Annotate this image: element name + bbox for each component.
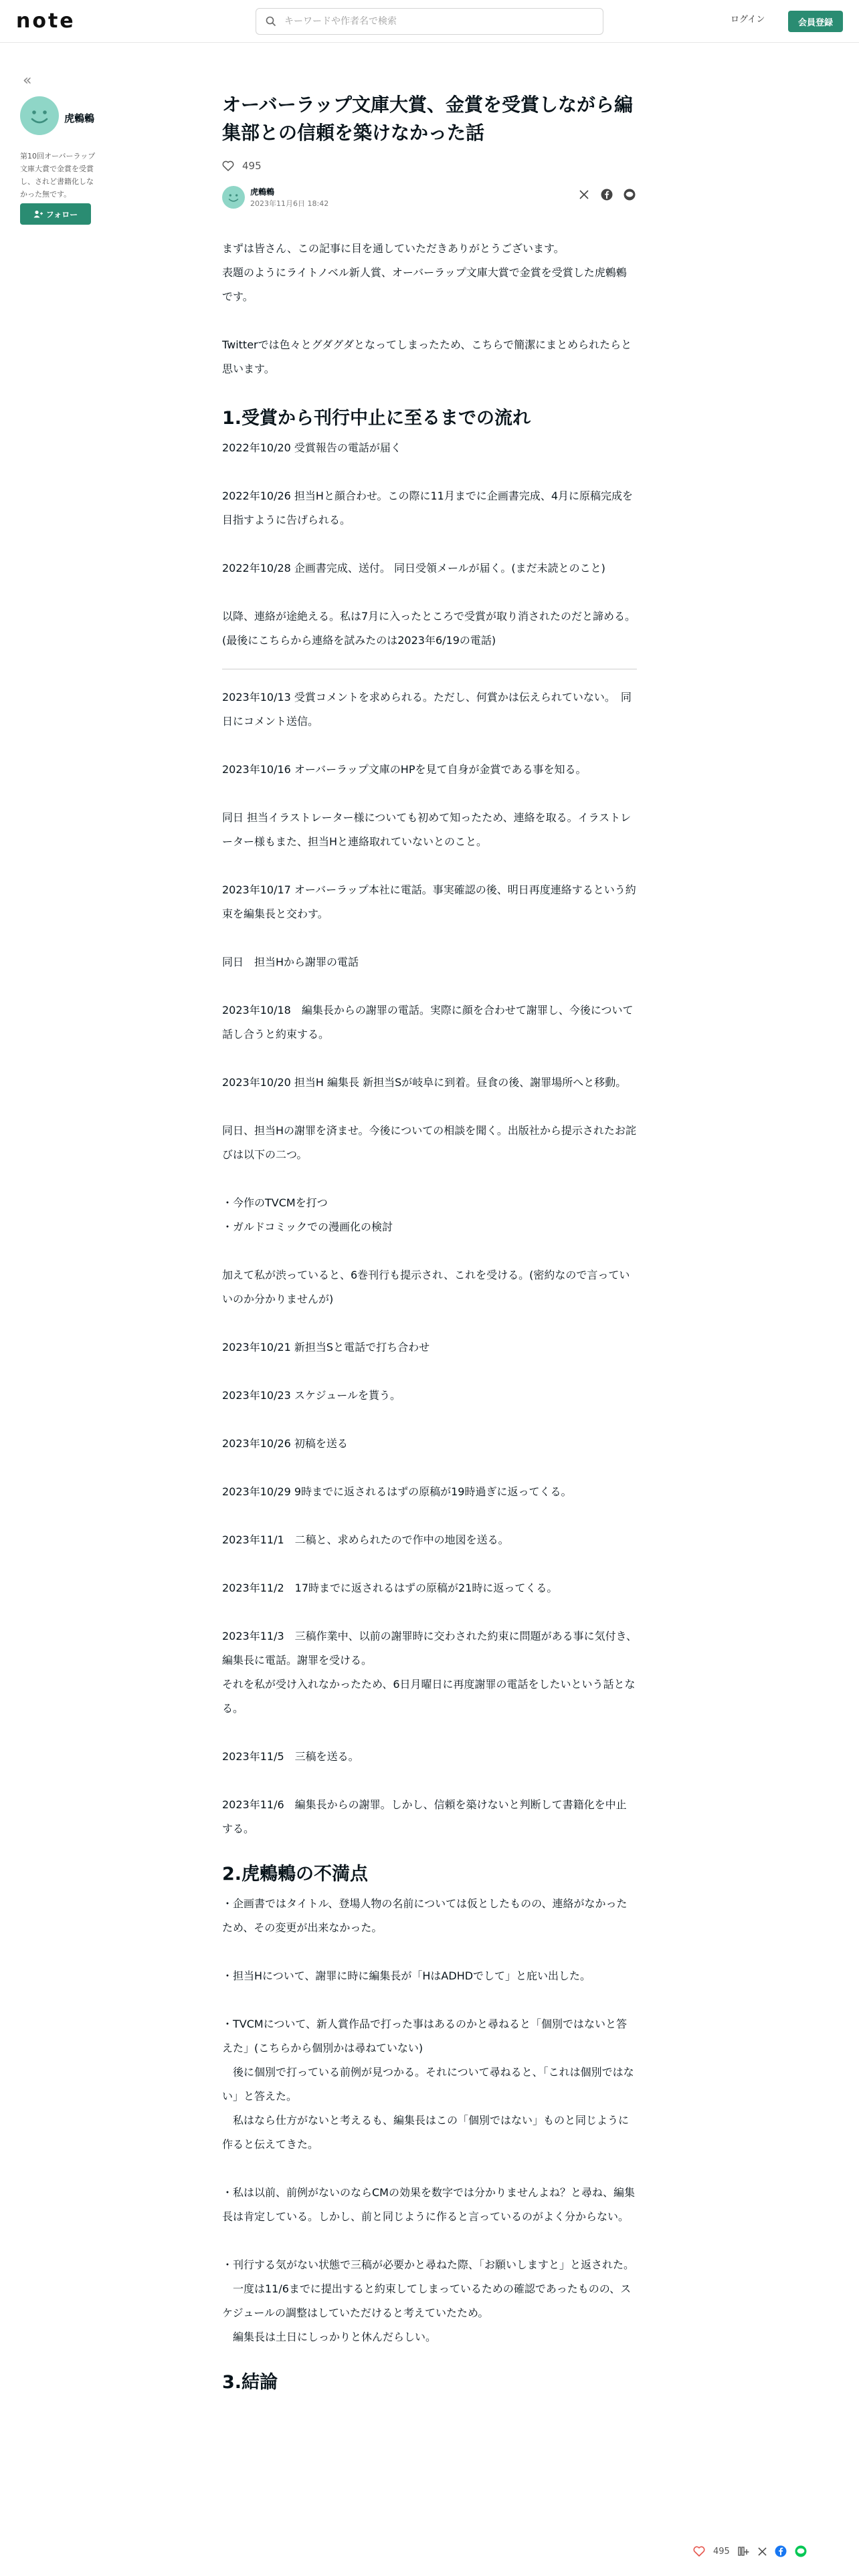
smiley-avatar-icon [20, 96, 59, 135]
spacer [222, 1095, 637, 1119]
spacer [222, 1408, 637, 1432]
search-input[interactable] [284, 16, 579, 27]
article-title: オーバーラップ文庫大賞、金賞を受賞しながら編集部との信頼を築けなかった話 [222, 94, 634, 144]
article [222, 91, 637, 2396]
paragraph: 2022年10/26 担当Hと顔合わせ。この際に11月までに企画書完成、4月に原稿完成を目指すように告げられる。 [222, 490, 634, 526]
spacer [222, 1456, 637, 1480]
spacer [222, 1311, 637, 1335]
spacer [222, 532, 637, 556]
paragraph: 同日 担当Hから謝罪の電話 [222, 956, 359, 968]
paragraph: 同日、担当Hの謝罪を済ませ。今後についての相談を聞く。出版社から提示されたお詫びは以下の二つ。 [222, 1124, 636, 1161]
spacer [222, 1504, 637, 1528]
bottom-heart-icon[interactable] [693, 2546, 705, 2557]
x-share-icon[interactable] [577, 187, 591, 202]
paragraph: 2023年10/26 初稿を送る [222, 1437, 348, 1450]
follow-button[interactable] [20, 203, 91, 225]
spacer [222, 1047, 637, 1071]
paragraph: 2023年11/3 三稿作業中、以前の謝罪時に交わされた約束に問題がある事に気付き、編集長に電話。謝罪を受ける。 それを私が受け入れなかったため、6日月曜日に再度謝罪の電話をしたいという話となる。 [222, 1630, 638, 1715]
signup-button[interactable]: 会員登録 [788, 11, 843, 32]
paragraph: 以降、連絡が途絶える。私は7月に入ったところで受賞が取り消されたのだと諦める。(最後にこちらから連絡を試みたのは2023年6/19の電話) [222, 610, 636, 647]
search-box[interactable] [256, 8, 603, 35]
spacer [222, 460, 637, 484]
paragraph: ・企画書ではタイトル、登場人物の名前については仮としたものの、連絡がなかったため、その変更が出来なかった。 [222, 1897, 628, 1934]
paragraph: 2023年10/17 オーバーラップ本社に電話。事実確認の後、明日再度連絡するという約束を編集長と交わす。 [222, 883, 636, 920]
bottom-like-count[interactable]: 495 [713, 2546, 730, 2557]
spacer [222, 580, 637, 605]
paragraph: ・私は以前、前例がないのならCMの効果を数字では分かりませんよね？と尋ね、編集長は肯定している。しかし、前と同じように作ると言っているのがよく分からない。 [222, 2186, 635, 2223]
spacer [222, 2157, 637, 2181]
paragraph: Twitterでは色々とグダグダとなってしまったため、こちらで簡潔にまとめられたらと思います。 [222, 338, 632, 375]
article-date: 2023年11月6日 18:42 [250, 199, 329, 208]
section-heading: 1.受賞から刊行中止に至るまでの流れ [222, 408, 531, 429]
login-button[interactable]: ログイン [731, 12, 765, 25]
section-heading: 2.虎鶫鶫の不満点 [222, 1864, 369, 1885]
heart-icon[interactable] [222, 160, 234, 171]
spacer [222, 2229, 637, 2253]
spacer [222, 1360, 637, 1384]
smiley-avatar-icon [222, 186, 245, 209]
spacer [222, 309, 637, 333]
note-logo[interactable]: note [16, 9, 76, 33]
paragraph: ・刊行する気がない状態で三稿が必要かと尋ねた際、「お願いしますと」と返された。 一度は11/6までに提出すると約束してしまっているための確認であったものの、スケジュールの調整はしていただけると考えていたため。 編集長は土日にしっかりと休んだらしい。 [222, 2258, 635, 2343]
mini-author-avatar[interactable] [222, 186, 245, 209]
spacer [222, 2349, 637, 2369]
spacer [222, 1769, 637, 1793]
spacer [222, 1940, 637, 1964]
paragraph: 2022年10/20 受賞報告の電話が届く [222, 441, 401, 454]
bottom-line-share-icon[interactable] [795, 2545, 807, 2557]
line-share-icon[interactable] [622, 187, 637, 202]
bottom-action-bar [693, 2545, 807, 2557]
spacer [222, 1167, 637, 1191]
paragraph: 2023年10/13 受賞コメントを求められる。ただし、何賞かは伝えられていない。 同日にコメント送信。 [222, 691, 632, 728]
sidebar-author-name[interactable]: 虎鶫鶫 [64, 112, 95, 124]
share-icons [577, 187, 637, 202]
paragraph: 2023年10/18 編集長からの謝罪の電話。実際に顔を合わせて謝罪し、今後について話し合うと約束する。 [222, 1004, 634, 1041]
paragraph: まずは皆さん、この記事に目を通していただきありがとうございます。 表題のようにライトノベル新人賞、オーバーラップ文庫大賞で金賞を受賞した虎鶫鶫です。 [222, 242, 627, 303]
paragraph: 加えて私が渋っていると、6巻刊行も提示され、これを受ける。(密約なので言っていいのか分かりませんが) [222, 1269, 630, 1305]
spacer [222, 782, 637, 806]
spacer [222, 974, 637, 998]
spacer [222, 734, 637, 758]
paragraph: 2022年10/28 企画書完成、送付。 同日受領メールが届く。(まだ未読とのこと) [222, 562, 605, 574]
spacer [222, 1552, 637, 1576]
paragraph: 2023年10/20 担当H 編集長 新担当Sが岐阜に到着。昼食の後、謝罪場所へと移動。 [222, 1076, 627, 1089]
paragraph: 2023年11/2 17時までに返されるはずの原稿が21時に返ってくる。 [222, 1582, 558, 1594]
like-count[interactable]: 495 [242, 160, 262, 172]
likes-row [222, 158, 637, 174]
search-icon [266, 16, 276, 27]
spacer [222, 1721, 637, 1745]
author-avatar[interactable] [20, 96, 59, 135]
follow-label: フォロー [45, 209, 78, 219]
spacer [222, 854, 637, 878]
spacer [222, 926, 637, 950]
spacer [222, 1988, 637, 2012]
paragraph: 2023年11/1 二稿と、求められたので作中の地図を送る。 [222, 1533, 509, 1546]
paragraph: ・TVCMについて、新人賞作品で打った事はあるのかと尋ねると「個別ではないと答えた」(こちらから個別かは尋ねていない) 後に個別で打っている前例が見つかる。それについて尋ねると、「これは個別ではない」と答えた。 私はなら仕方がないと考えるも、編集長はこの「個別ではない」ものと同じように作ると伝えてきた。 [222, 2018, 634, 2151]
add-user-icon [33, 210, 43, 218]
facebook-share-icon[interactable] [599, 187, 614, 202]
spacer [222, 1841, 637, 1861]
paragraph: 2023年10/21 新担当Sと電話で打ち合わせ [222, 1341, 430, 1354]
article-body [222, 237, 637, 2396]
author-bio: 第10回オーバーラップ文庫大賞で金賞を受賞し、されど書籍化しなかった無です。 [20, 152, 96, 199]
bottom-x-share-icon[interactable] [758, 2547, 767, 2556]
paragraph: 同日 担当イラストレーター様についても初めて知ったため、連絡を取る。イラストレーター様もまた、担当Hと連絡取れていないとのこと。 [222, 811, 632, 848]
paragraph: 2023年11/5 三稿を送る。 [222, 1750, 359, 1763]
article-author-name[interactable]: 虎鶫鶫 [250, 187, 275, 197]
section-heading: 3.結論 [222, 2372, 278, 2393]
paragraph: 2023年11/6 編集長からの謝罪。しかし、信頼を築けないと判断して書籍化を中止する。 [222, 1798, 627, 1835]
bottom-facebook-share-icon[interactable] [775, 2545, 787, 2557]
collapse-sidebar-icon[interactable]: « [23, 72, 32, 89]
paragraph: 2023年10/23 スケジュールを貰う。 [222, 1389, 401, 1402]
paragraph: ・今作のTVCMを打つ ・ガルドコミックでの漫画化の検討 [222, 1196, 393, 1233]
magazine-add-icon[interactable] [738, 2546, 750, 2557]
paragraph: ・担当Hについて、謝罪に時に編集長が「HはADHDでして」と庇い出した。 [222, 1969, 591, 1982]
site-header [0, 0, 859, 43]
paragraph: 2023年10/29 9時までに返されるはずの原稿が19時過ぎに返ってくる。 [222, 1485, 572, 1498]
author-info [222, 182, 637, 217]
spacer [222, 381, 637, 405]
spacer [222, 1239, 637, 1263]
spacer [222, 1600, 637, 1624]
paragraph: 2023年10/16 オーバーラップ文庫のHPを見て自身が金賞である事を知る。 [222, 763, 587, 776]
